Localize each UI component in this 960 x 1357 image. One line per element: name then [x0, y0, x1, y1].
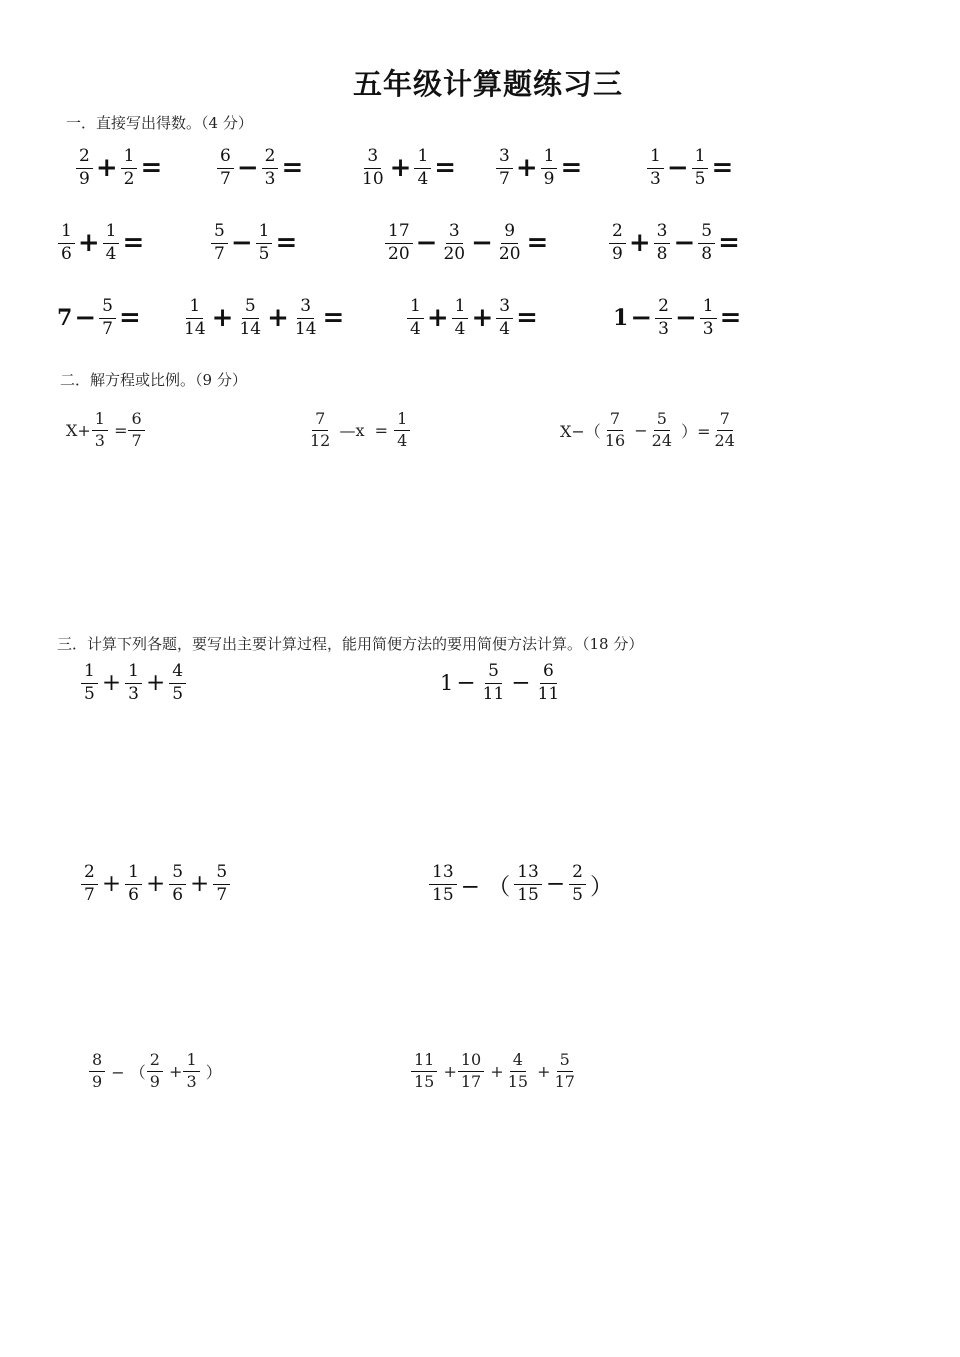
whole-number: 1 — [613, 305, 629, 332]
numerator: 5 — [213, 864, 230, 885]
numerator: 2 — [147, 1052, 163, 1072]
fraction — [712, 411, 738, 450]
operator: − — [673, 228, 696, 259]
expression-text: + — [163, 1061, 183, 1081]
fraction — [407, 298, 424, 339]
fraction — [307, 411, 333, 450]
problem-1-10 — [57, 298, 143, 339]
operator: = — [281, 153, 304, 184]
fraction — [535, 663, 563, 704]
denominator: 5 — [572, 884, 583, 905]
fraction — [609, 223, 626, 264]
numerator: 9 — [501, 223, 518, 244]
equation-2-1 — [66, 411, 146, 450]
denominator: 15 — [517, 884, 539, 905]
problem-1-11 — [180, 298, 346, 339]
page-title: 五年级计算题练习三 — [352, 67, 623, 101]
expression-text: = — [108, 420, 128, 440]
numerator: 1 — [647, 148, 664, 169]
denominator: 5 — [694, 168, 706, 189]
numerator: 17 — [385, 223, 413, 244]
denominator: 7 — [214, 243, 225, 264]
numerator: 1 — [414, 148, 431, 169]
numerator: 3 — [364, 148, 381, 169]
fraction — [692, 148, 709, 189]
operator: = — [718, 228, 740, 259]
denominator: 10 — [362, 168, 384, 189]
operator: = — [526, 228, 549, 259]
denominator: 8 — [701, 243, 713, 264]
problem-1-12 — [406, 298, 540, 339]
operator: + — [101, 670, 122, 697]
operator: − — [630, 303, 653, 334]
denominator: 5 — [172, 683, 184, 704]
denominator: 17 — [554, 1071, 575, 1091]
problem-1-6 — [57, 223, 146, 264]
denominator: 4 — [105, 243, 117, 264]
fraction — [236, 298, 264, 339]
numerator: 2 — [262, 148, 279, 169]
fraction — [81, 864, 98, 905]
numerator: 7 — [607, 411, 623, 431]
fraction — [496, 223, 524, 264]
fraction — [121, 148, 138, 189]
fraction — [414, 148, 431, 189]
operator: + — [145, 871, 166, 898]
expression-text: − — [629, 420, 648, 440]
numerator: 5 — [557, 1052, 573, 1072]
operator: = — [275, 228, 298, 259]
numerator: 1 — [700, 298, 717, 319]
numerator: 2 — [81, 864, 98, 885]
numerator: 5 — [485, 663, 502, 684]
denominator: 9 — [149, 1071, 160, 1091]
denominator: 9 — [79, 168, 90, 189]
denominator: 11 — [537, 683, 560, 704]
problem-1-9 — [608, 223, 742, 264]
operator: + — [145, 670, 166, 697]
fraction — [103, 223, 120, 264]
problem-1-3 — [358, 148, 458, 189]
problem-3-4 — [428, 864, 616, 905]
denominator: 7 — [131, 430, 142, 450]
numerator: 1 — [125, 864, 142, 885]
operator: − — [471, 228, 493, 259]
expression-text: + — [485, 1061, 504, 1081]
denominator: 4 — [454, 318, 466, 339]
problem-1-5 — [646, 148, 735, 189]
numerator: 6 — [217, 148, 234, 169]
operator: + — [515, 153, 538, 184]
fraction — [649, 411, 675, 450]
fraction — [496, 298, 513, 339]
operator: + — [95, 153, 118, 184]
fraction — [256, 223, 273, 264]
fraction — [552, 1052, 578, 1091]
problem-1-1 — [75, 148, 164, 189]
numerator: 7 — [717, 411, 733, 431]
problem-1-2 — [216, 148, 305, 189]
denominator: 14 — [294, 318, 317, 339]
operator: + — [471, 303, 494, 334]
expression-text: ） — [200, 1062, 222, 1082]
operator: = — [118, 303, 141, 334]
denominator: 2 — [123, 168, 135, 189]
operator: − — [230, 228, 253, 259]
fraction — [602, 411, 628, 450]
fraction — [480, 663, 508, 704]
numerator: 5 — [99, 298, 116, 319]
problem-3-1 — [80, 663, 187, 704]
denominator: 24 — [651, 430, 673, 450]
fraction — [496, 148, 513, 189]
denominator: 15 — [432, 884, 454, 905]
fraction — [125, 663, 142, 704]
denominator: 20 — [498, 243, 521, 264]
expression-text: − （ — [106, 1062, 146, 1082]
fraction — [181, 298, 209, 339]
denominator: 14 — [184, 318, 206, 339]
operator: − — [511, 670, 531, 697]
numerator: 4 — [169, 663, 186, 684]
numerator: 8 — [89, 1052, 105, 1072]
denominator: 4 — [410, 318, 421, 339]
numerator: 7 — [312, 411, 328, 431]
numerator: 13 — [514, 864, 542, 885]
denominator: 17 — [460, 1071, 482, 1091]
numerator: 2 — [569, 864, 586, 885]
numerator: 1 — [125, 663, 142, 684]
expression-text: + — [438, 1061, 457, 1081]
denominator: 8 — [656, 243, 668, 264]
numerator: 11 — [411, 1052, 437, 1072]
fraction — [213, 864, 230, 905]
denominator: 14 — [239, 318, 262, 339]
denominator: 7 — [216, 884, 228, 905]
denominator: 24 — [714, 430, 735, 450]
fraction — [183, 1052, 199, 1091]
problem-1-4 — [495, 148, 584, 189]
denominator: 15 — [414, 1071, 435, 1091]
fraction — [76, 148, 93, 189]
operator: ） — [589, 873, 613, 900]
operator: = — [719, 303, 742, 334]
operator: = — [711, 153, 734, 184]
fraction — [505, 1052, 531, 1091]
section1-heading: 一．直接写出得数。（4 分） — [66, 114, 253, 132]
denominator: 3 — [186, 1071, 197, 1091]
numerator: 1 — [183, 1052, 199, 1072]
fraction — [411, 1052, 437, 1091]
denominator: 20 — [443, 243, 466, 264]
numerator: 3 — [297, 298, 314, 319]
numerator: 6 — [540, 663, 557, 684]
numerator: 1 — [394, 411, 410, 431]
numerator: 5 — [169, 864, 186, 885]
fraction — [385, 223, 413, 264]
denominator: 7 — [102, 318, 113, 339]
numerator: 1 — [186, 298, 203, 319]
problem-3-6 — [410, 1052, 579, 1091]
fraction — [81, 663, 98, 704]
fraction — [655, 298, 672, 339]
expression-text: X−（ — [560, 421, 601, 441]
numerator: 2 — [609, 223, 626, 244]
denominator: 7 — [84, 884, 95, 905]
equation-2-3 — [560, 411, 739, 450]
operator: − — [456, 670, 476, 697]
fraction — [169, 864, 186, 905]
operator: = — [516, 303, 538, 334]
operator: = — [434, 153, 457, 184]
operator: − — [545, 871, 566, 898]
operator: − — [415, 228, 438, 259]
denominator: 3 — [128, 683, 139, 704]
section2-heading: 二．解方程或比例。（9 分） — [60, 371, 247, 389]
fraction — [654, 223, 671, 264]
denominator: 6 — [61, 243, 72, 264]
whole-number: 7 — [57, 305, 73, 332]
denominator: 11 — [482, 683, 505, 704]
fraction — [211, 223, 228, 264]
fraction — [292, 298, 320, 339]
expression-text: X+ — [66, 420, 91, 440]
whole-number: 1 — [440, 671, 454, 696]
operator: + — [267, 303, 289, 334]
fraction — [452, 298, 469, 339]
operator: − — [74, 303, 97, 334]
denominator: 3 — [650, 168, 661, 189]
problem-1-13 — [613, 298, 743, 339]
fraction — [394, 411, 410, 450]
denominator: 5 — [84, 683, 95, 704]
fraction — [359, 148, 387, 189]
expression-text: ）= — [676, 421, 711, 441]
numerator: 3 — [654, 223, 671, 244]
numerator: 3 — [496, 298, 513, 319]
fraction — [698, 223, 715, 264]
numerator: 2 — [655, 298, 672, 319]
problem-3-2 — [440, 663, 563, 704]
denominator: 4 — [397, 430, 408, 450]
denominator: 4 — [499, 318, 511, 339]
numerator: 1 — [121, 148, 138, 169]
numerator: 5 — [698, 223, 715, 244]
problem-1-7 — [210, 223, 299, 264]
denominator: 9 — [92, 1071, 103, 1091]
numerator: 1 — [92, 411, 108, 431]
fraction — [92, 411, 108, 450]
expression-text: —x = — [334, 420, 394, 440]
numerator: 5 — [654, 411, 670, 431]
operator: − — [674, 303, 697, 334]
numerator: 1 — [692, 148, 709, 169]
operator: + — [389, 153, 412, 184]
fraction — [169, 663, 186, 704]
numerator: 13 — [429, 864, 457, 885]
numerator: 6 — [128, 411, 144, 431]
fraction — [440, 223, 468, 264]
fraction — [99, 298, 116, 339]
numerator: 1 — [407, 298, 424, 319]
numerator: 5 — [211, 223, 228, 244]
fraction — [147, 1052, 163, 1091]
denominator: 15 — [507, 1071, 529, 1091]
numerator: 3 — [496, 148, 513, 169]
problem-1-8 — [384, 223, 550, 264]
denominator: 9 — [612, 243, 623, 264]
numerator: 1 — [81, 663, 98, 684]
operator: − — [666, 153, 689, 184]
denominator: 3 — [94, 430, 105, 450]
operator: + — [211, 303, 234, 334]
fraction — [569, 864, 586, 905]
denominator: 20 — [388, 243, 410, 264]
operator: + — [101, 871, 122, 898]
fraction — [262, 148, 279, 189]
fraction — [217, 148, 234, 189]
operator: + — [77, 228, 100, 259]
denominator: 9 — [543, 168, 555, 189]
numerator: 3 — [446, 223, 463, 244]
denominator: 7 — [220, 168, 231, 189]
problem-3-5 — [88, 1052, 222, 1091]
denominator: 12 — [310, 430, 331, 450]
numerator: 1 — [452, 298, 469, 319]
fraction — [58, 223, 75, 264]
operator: − （ — [460, 873, 511, 900]
denominator: 6 — [172, 884, 184, 905]
numerator: 1 — [541, 148, 558, 169]
fraction — [89, 1052, 105, 1091]
denominator: 4 — [417, 168, 429, 189]
operator: − — [236, 153, 259, 184]
expression-text: + — [532, 1061, 551, 1081]
fraction — [125, 864, 142, 905]
numerator: 2 — [76, 148, 93, 169]
numerator: 10 — [458, 1052, 484, 1072]
fraction — [514, 864, 542, 905]
denominator: 5 — [258, 243, 270, 264]
denominator: 16 — [604, 430, 626, 450]
denominator: 3 — [264, 168, 276, 189]
numerator: 5 — [242, 298, 259, 319]
problem-3-3 — [80, 864, 231, 905]
denominator: 3 — [658, 318, 669, 339]
fraction — [541, 148, 558, 189]
equation-2-2 — [306, 411, 411, 450]
denominator: 3 — [702, 318, 714, 339]
fraction — [647, 148, 664, 189]
fraction — [700, 298, 717, 339]
operator: = — [140, 153, 163, 184]
fraction — [128, 411, 144, 450]
operator: + — [190, 871, 210, 898]
section3-heading: 三．计算下列各题，要写出主要计算过程，能用简便方法的要用简便方法计算。（18 分） — [57, 635, 644, 653]
numerator: 1 — [256, 223, 273, 244]
numerator: 1 — [103, 223, 120, 244]
denominator: 6 — [128, 884, 139, 905]
operator: = — [560, 153, 583, 184]
denominator: 7 — [499, 168, 510, 189]
numerator: 1 — [58, 223, 75, 244]
operator: = — [322, 303, 345, 334]
fraction — [458, 1052, 484, 1091]
operator: = — [122, 228, 145, 259]
numerator: 4 — [510, 1052, 526, 1072]
operator: + — [628, 228, 651, 259]
fraction — [429, 864, 457, 905]
operator: + — [426, 303, 449, 334]
